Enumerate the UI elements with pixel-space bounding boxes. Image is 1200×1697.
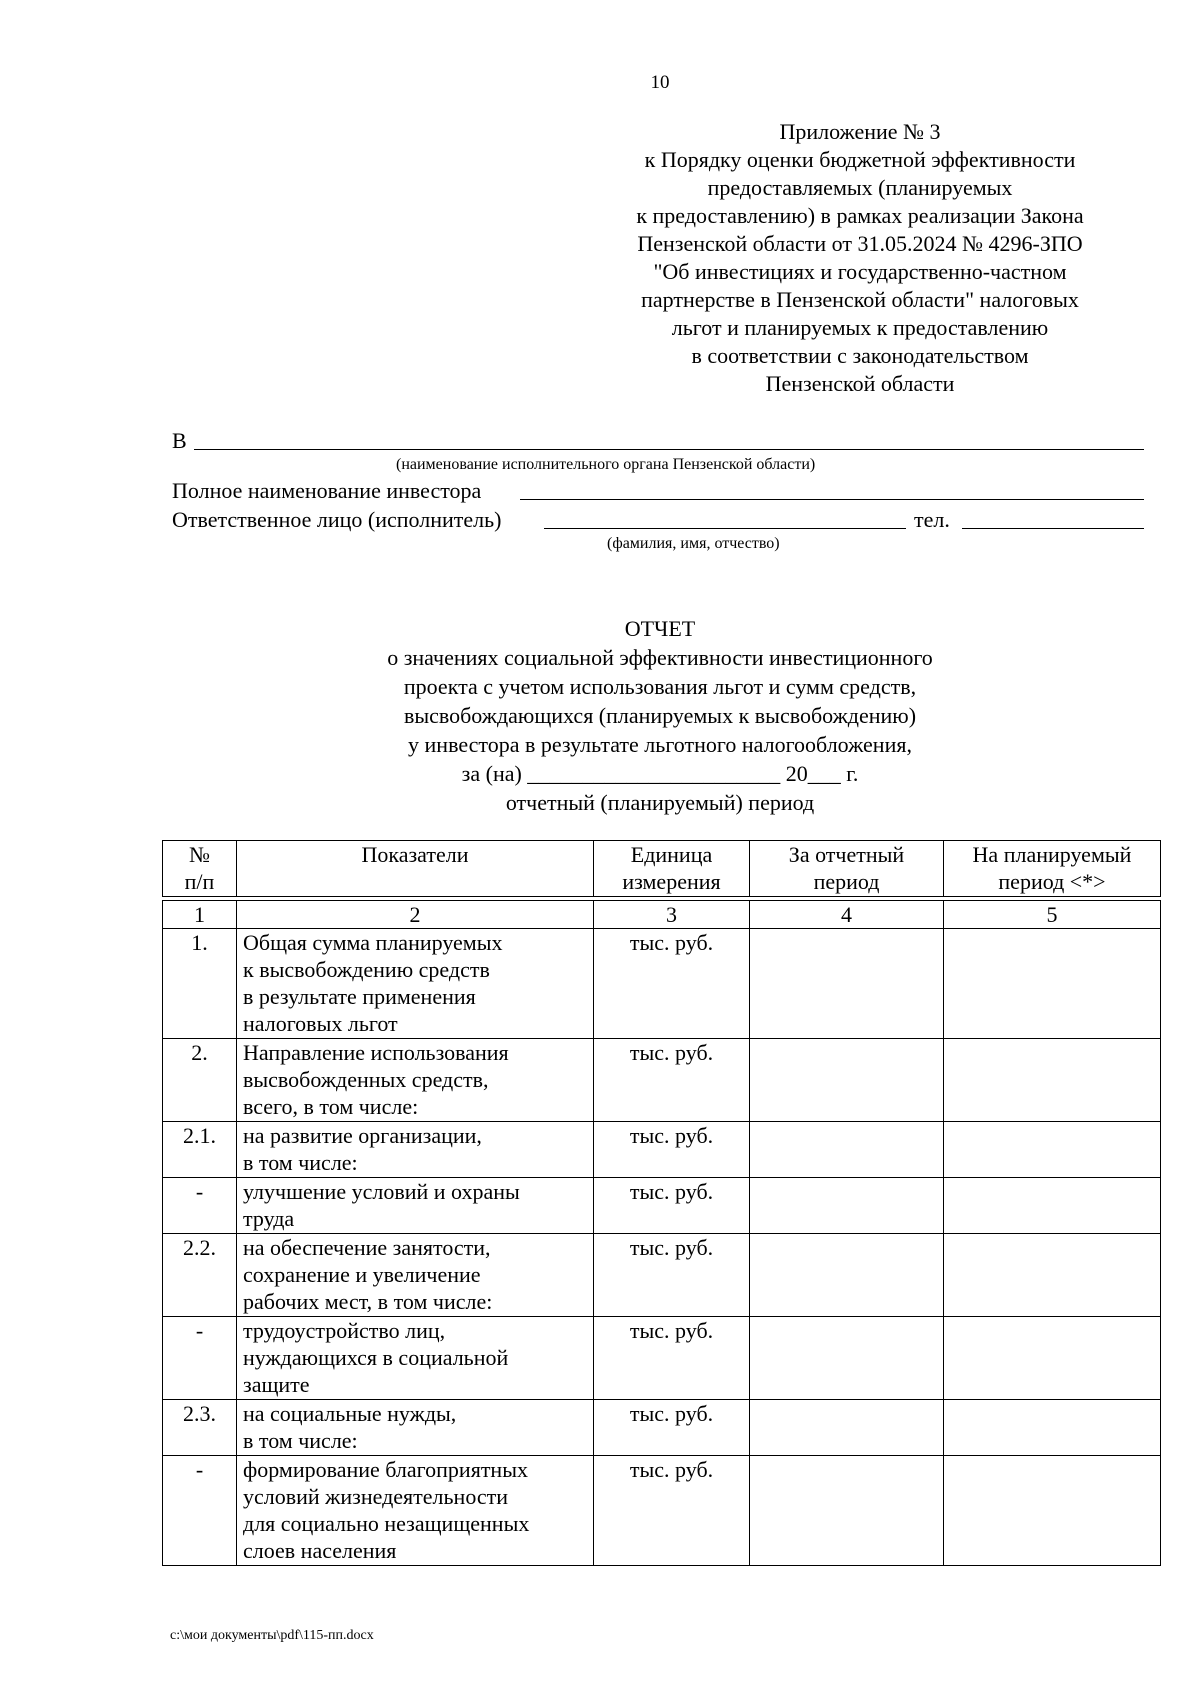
cell-text-line: Единица: [630, 842, 713, 867]
column-index-cell: 2: [237, 901, 594, 929]
appendix-line: Пензенской области от 31.05.2024 № 4296-ЗПО: [637, 231, 1083, 256]
cell-text-line: в том числе:: [243, 1428, 358, 1453]
cell-text-line: Общая сумма планируемых: [243, 930, 503, 955]
planned-value-cell[interactable]: [944, 1122, 1161, 1178]
table-header-row: [163, 841, 1161, 897]
cell-text-line: №: [189, 842, 210, 867]
planned-value-cell[interactable]: [944, 1456, 1161, 1566]
reported-value-cell[interactable]: [750, 1456, 944, 1566]
appendix-line: "Об инвестициях и государственно-частном: [653, 259, 1067, 284]
column-index-cell: 5: [944, 901, 1161, 929]
cell-text-line: период <*>: [998, 869, 1106, 894]
phone-label: тел.: [914, 507, 950, 532]
reported-value-cell[interactable]: [750, 1317, 944, 1400]
row-number-cell: 2.2.: [163, 1234, 237, 1317]
unit-cell: тыс. руб.: [594, 1400, 750, 1456]
appendix-line: к Порядку оценки бюджетной эффективности: [644, 147, 1076, 172]
indicators-table: [162, 840, 1161, 1566]
report-line: о значениях социальной эффективности инвестиционного: [387, 645, 933, 670]
appendix-line: Пензенской области: [765, 371, 955, 396]
planned-value-cell[interactable]: [944, 1400, 1161, 1456]
row-number-cell: 1.: [163, 929, 237, 1039]
cell-text-line: улучшение условий и охраны: [243, 1179, 520, 1204]
cell-text-line: сохранение и увеличение: [243, 1262, 481, 1287]
cell-text-line: рабочих мест, в том числе:: [243, 1289, 493, 1314]
unit-cell: тыс. руб.: [594, 929, 750, 1039]
report-line: высвобождающихся (планируемых к высвобождению): [403, 703, 917, 728]
indicator-name-cell: [237, 1234, 594, 1317]
column-index-cell: 3: [594, 901, 750, 929]
appendix-line: партнерстве в Пензенской области" налоговых: [641, 287, 1079, 312]
to-caption: (наименование исполнительного органа Пензенской области): [396, 456, 816, 473]
reported-value-cell[interactable]: [750, 1400, 944, 1456]
responsible-field-row: [172, 507, 1144, 533]
report-heading: [0, 614, 1200, 817]
reported-value-cell[interactable]: [750, 1178, 944, 1234]
investor-field-row: [172, 478, 1144, 504]
indicator-name-cell: [237, 1039, 594, 1122]
header-reported-period: [750, 841, 944, 897]
cell-text-line: условий жизнедеятельности: [243, 1484, 509, 1509]
appendix-line: предоставляемых (планируемых: [707, 175, 1013, 200]
row-number-cell: 2.3.: [163, 1400, 237, 1456]
investor-label: Полное наименование инвестора: [172, 478, 482, 503]
cell-text-line: на обеспечение занятости,: [243, 1235, 491, 1260]
cell-text-line: слоев населения: [243, 1538, 397, 1563]
row-number-cell: 2.: [163, 1039, 237, 1122]
row-number-cell: -: [163, 1317, 237, 1400]
column-index-cell: 1: [163, 901, 237, 929]
planned-value-cell[interactable]: [944, 1178, 1161, 1234]
reported-value-cell[interactable]: [750, 1122, 944, 1178]
cell-text-line: п/п: [184, 869, 215, 894]
appendix-header: [560, 118, 1160, 398]
responsible-caption: (фамилия, имя, отчество): [607, 535, 780, 552]
table-row: [163, 1122, 1161, 1178]
cell-text-line: в том числе:: [243, 1150, 358, 1175]
footer-file-path: c:\мои документы\pdf\115-пп.docx: [170, 1628, 374, 1643]
reported-value-cell[interactable]: [750, 1234, 944, 1317]
header-indicator: [237, 841, 594, 897]
table-row: [163, 1317, 1161, 1400]
phone-blank-line[interactable]: [962, 528, 1144, 529]
unit-cell: тыс. руб.: [594, 1178, 750, 1234]
report-title: ОТЧЕТ: [624, 616, 696, 641]
unit-cell: тыс. руб.: [594, 1456, 750, 1566]
indicator-name-cell: [237, 1178, 594, 1234]
page-number: 10: [650, 72, 670, 93]
indicator-name-cell: [237, 1456, 594, 1566]
cell-text-line: Направление использования: [243, 1040, 509, 1065]
cell-text-line: Показатели: [361, 842, 469, 867]
investor-blank-line[interactable]: [520, 499, 1144, 500]
reported-value-cell[interactable]: [750, 929, 944, 1039]
cell-text-line: на развитие организации,: [243, 1123, 482, 1148]
cell-text-line: для социально незащищенных: [243, 1511, 530, 1536]
row-number-cell: -: [163, 1456, 237, 1566]
planned-value-cell[interactable]: [944, 1234, 1161, 1317]
appendix-line: к предоставлению) в рамках реализации Закона: [636, 203, 1084, 228]
report-period-caption: отчетный (планируемый) период: [505, 790, 815, 815]
indicator-name-cell: [237, 1400, 594, 1456]
table-row: [163, 929, 1161, 1039]
unit-cell: тыс. руб.: [594, 1039, 750, 1122]
reported-value-cell[interactable]: [750, 1039, 944, 1122]
cell-text-line: в результате применения: [243, 984, 476, 1009]
to-label: В: [172, 428, 187, 453]
unit-cell: тыс. руб.: [594, 1234, 750, 1317]
indicator-name-cell: [237, 929, 594, 1039]
cell-text-line: нуждающихся в социальной: [243, 1345, 509, 1370]
cell-text-line: высвобожденных средств,: [243, 1067, 489, 1092]
planned-value-cell[interactable]: [944, 1039, 1161, 1122]
cell-text-line: За отчетный: [788, 842, 905, 867]
header-unit: [594, 841, 750, 897]
appendix-line: льгот и планируемых к предоставлению: [671, 315, 1049, 340]
header-number: [163, 841, 237, 897]
header-planned-period: [944, 841, 1161, 897]
cell-text-line: измерения: [622, 869, 721, 894]
table-row: [163, 1178, 1161, 1234]
planned-value-cell[interactable]: [944, 1317, 1161, 1400]
to-field-row: [172, 428, 1144, 454]
indicator-name-cell: [237, 1122, 594, 1178]
cell-text-line: период: [813, 869, 880, 894]
cell-text-line: к высвобождению средств: [243, 957, 490, 982]
appendix-line: в соответствии с законодательством: [691, 343, 1029, 368]
planned-value-cell[interactable]: [944, 929, 1161, 1039]
appendix-line: Приложение № 3: [779, 119, 941, 144]
report-line: проекта с учетом использования льгот и сумм средств,: [403, 674, 917, 699]
row-number-cell: -: [163, 1178, 237, 1234]
table-row: [163, 1234, 1161, 1317]
cell-text-line: всего, в том числе:: [243, 1094, 419, 1119]
responsible-blank-line[interactable]: [544, 528, 906, 529]
table-row: [163, 1456, 1161, 1566]
cell-text-line: трудоустройство лиц,: [243, 1318, 446, 1343]
cell-text-line: на социальные нужды,: [243, 1401, 457, 1426]
responsible-label: Ответственное лицо (исполнитель): [172, 507, 502, 532]
report-period-line: за (на) _______________________ 20___ г.: [461, 761, 859, 786]
unit-cell: тыс. руб.: [594, 1317, 750, 1400]
report-line: у инвестора в результате льготного налогообложения,: [408, 732, 912, 757]
table-column-index-row: [163, 901, 1161, 929]
cell-text-line: защите: [243, 1372, 310, 1397]
table-row: [163, 1400, 1161, 1456]
row-number-cell: 2.1.: [163, 1122, 237, 1178]
column-index-cell: 4: [750, 901, 944, 929]
indicator-name-cell: [237, 1317, 594, 1400]
cell-text-line: налоговых льгот: [243, 1011, 398, 1036]
cell-text-line: формирование благоприятных: [243, 1457, 528, 1482]
cell-text-line: труда: [243, 1206, 295, 1231]
cell-text-line: На планируемый: [972, 842, 1132, 867]
table-row: [163, 1039, 1161, 1122]
unit-cell: тыс. руб.: [594, 1122, 750, 1178]
to-blank-line[interactable]: [194, 449, 1144, 450]
